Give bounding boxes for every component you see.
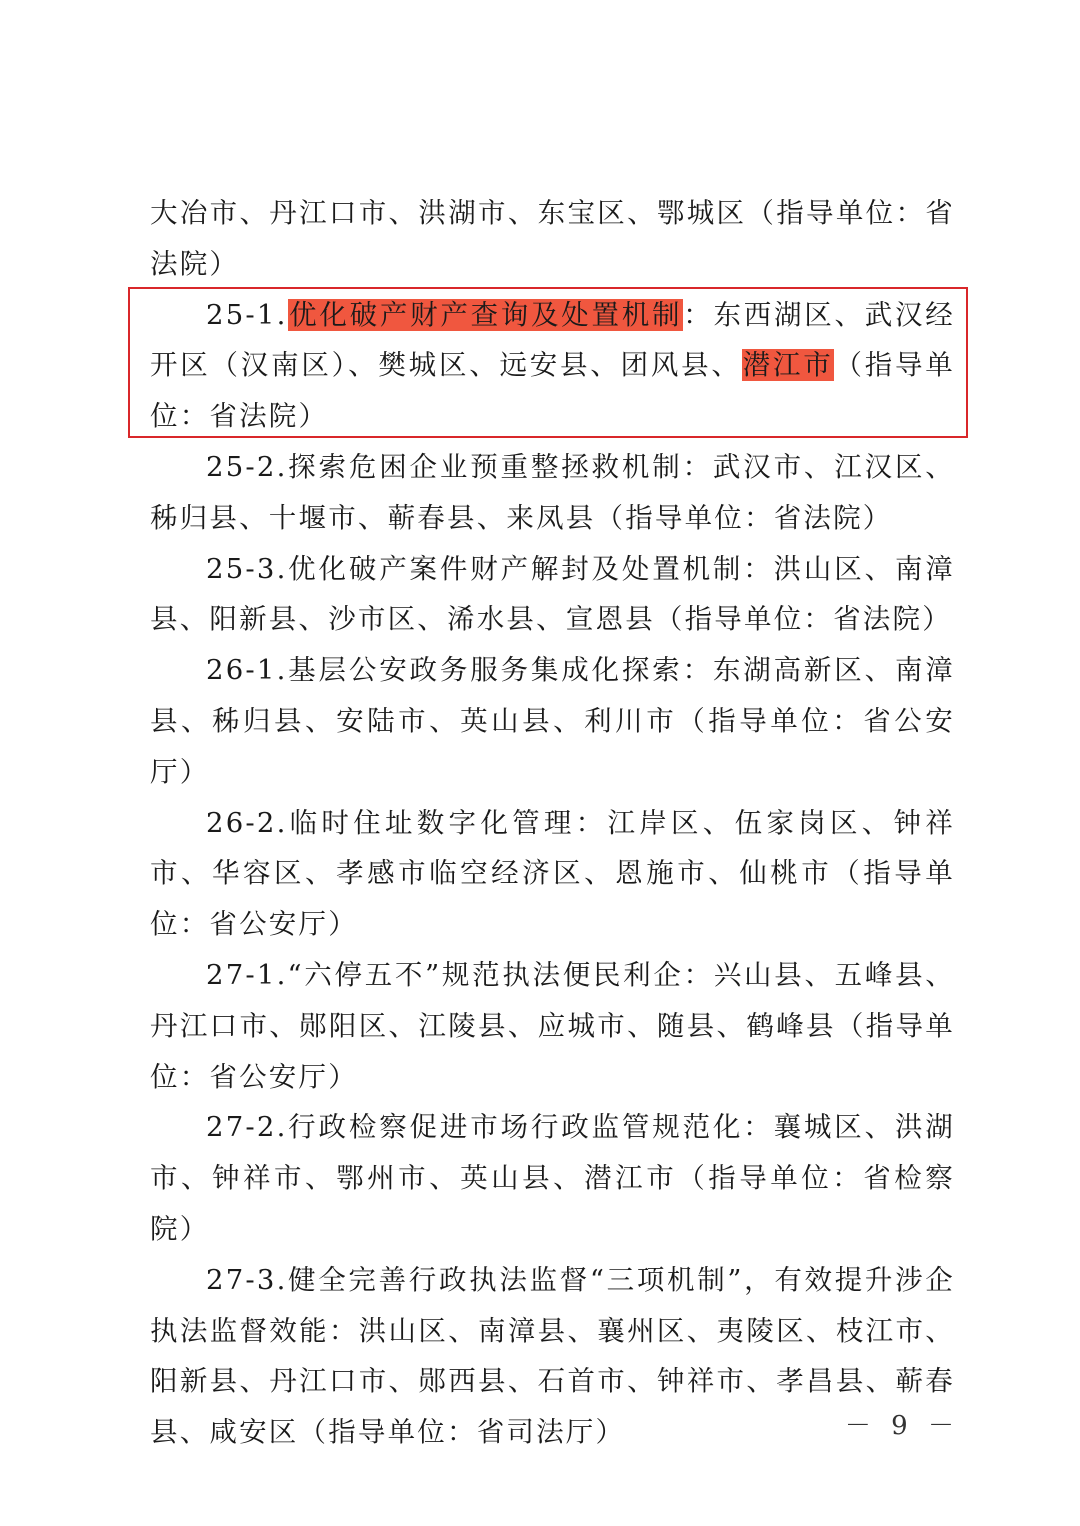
item-code: 25-1. [206,298,288,331]
item-26-1 [150,645,955,797]
page-number: － 9 － [844,1411,960,1441]
item-code: 26-2. [206,806,288,839]
item-code: 25-2. [206,450,288,483]
item-25-3 [150,544,955,646]
item-code: 27-2. [206,1111,288,1144]
item-text: 探索危困企业预重整拯救机制：武汉市、江汉区、秭归县、十堰市、蕲春县、来凤县（指导单位：省法院） [150,450,955,534]
item-27-2 [150,1102,955,1254]
lead-paragraph [150,188,955,290]
highlighted-city: 潜江市 [742,349,834,382]
item-text: 临时住址数字化管理：江岸区、伍家岗区、钟祥市、华容区、孝感市临空经济区、恩施市、仙桃市（指导单位：省公安厅） [150,806,955,941]
item-27-1 [150,950,955,1102]
item-25-2 [150,442,955,544]
lead-text: 大冶市、丹江口市、洪湖市、东宝区、鄂城区（指导单位：省法院） [150,197,955,280]
separator: ： [683,298,714,331]
item-body-end: （指导单位：省法院） [150,349,955,433]
item-code: 27-1. [206,958,288,991]
document-body [150,188,955,1458]
item-code: 27-3. [206,1263,288,1296]
item-26-2 [150,798,955,950]
highlighted-title: 优化破产财产查询及处置机制 [288,298,683,331]
item-body: 东西湖区、武汉经开区（汉南区）、樊城区、远安县、团风县、 [150,298,955,382]
item-code: 25-3. [206,552,288,585]
item-25-1 [150,290,955,442]
item-text: 行政检察促进市场行政监管规范化：襄城区、洪湖市、钟祥市、鄂州市、英山县、潜江市（指导单位：省检察院） [150,1111,955,1245]
item-code: 26-1. [206,654,288,687]
item-text: 优化破产案件财产解封及处置机制：洪山区、南漳县、阳新县、沙市区、浠水县、宣恩县（指导单位：省法院） [150,552,955,636]
item-text: “六停五不”规范执法便民利企：兴山县、五峰县、丹江口市、郧阳区、江陵县、应城市、随县、鹤峰县（指导单位：省公安厅） [150,958,955,1093]
item-27-3 [150,1255,955,1458]
item-text: 基层公安政务服务集成化探索：东湖高新区、南漳县、秭归县、安陆市、英山县、利川市（指导单位：省公安厅） [150,654,955,788]
item-text: 健全完善行政执法监督“三项机制”，有效提升涉企执法监督效能：洪山区、南漳县、襄州区、夷陵区、枝江市、阳新县、丹江口市、郧西县、石首市、钟祥市、孝昌县、蕲春县、咸安区（指导单位：省司法厅） [150,1263,955,1449]
